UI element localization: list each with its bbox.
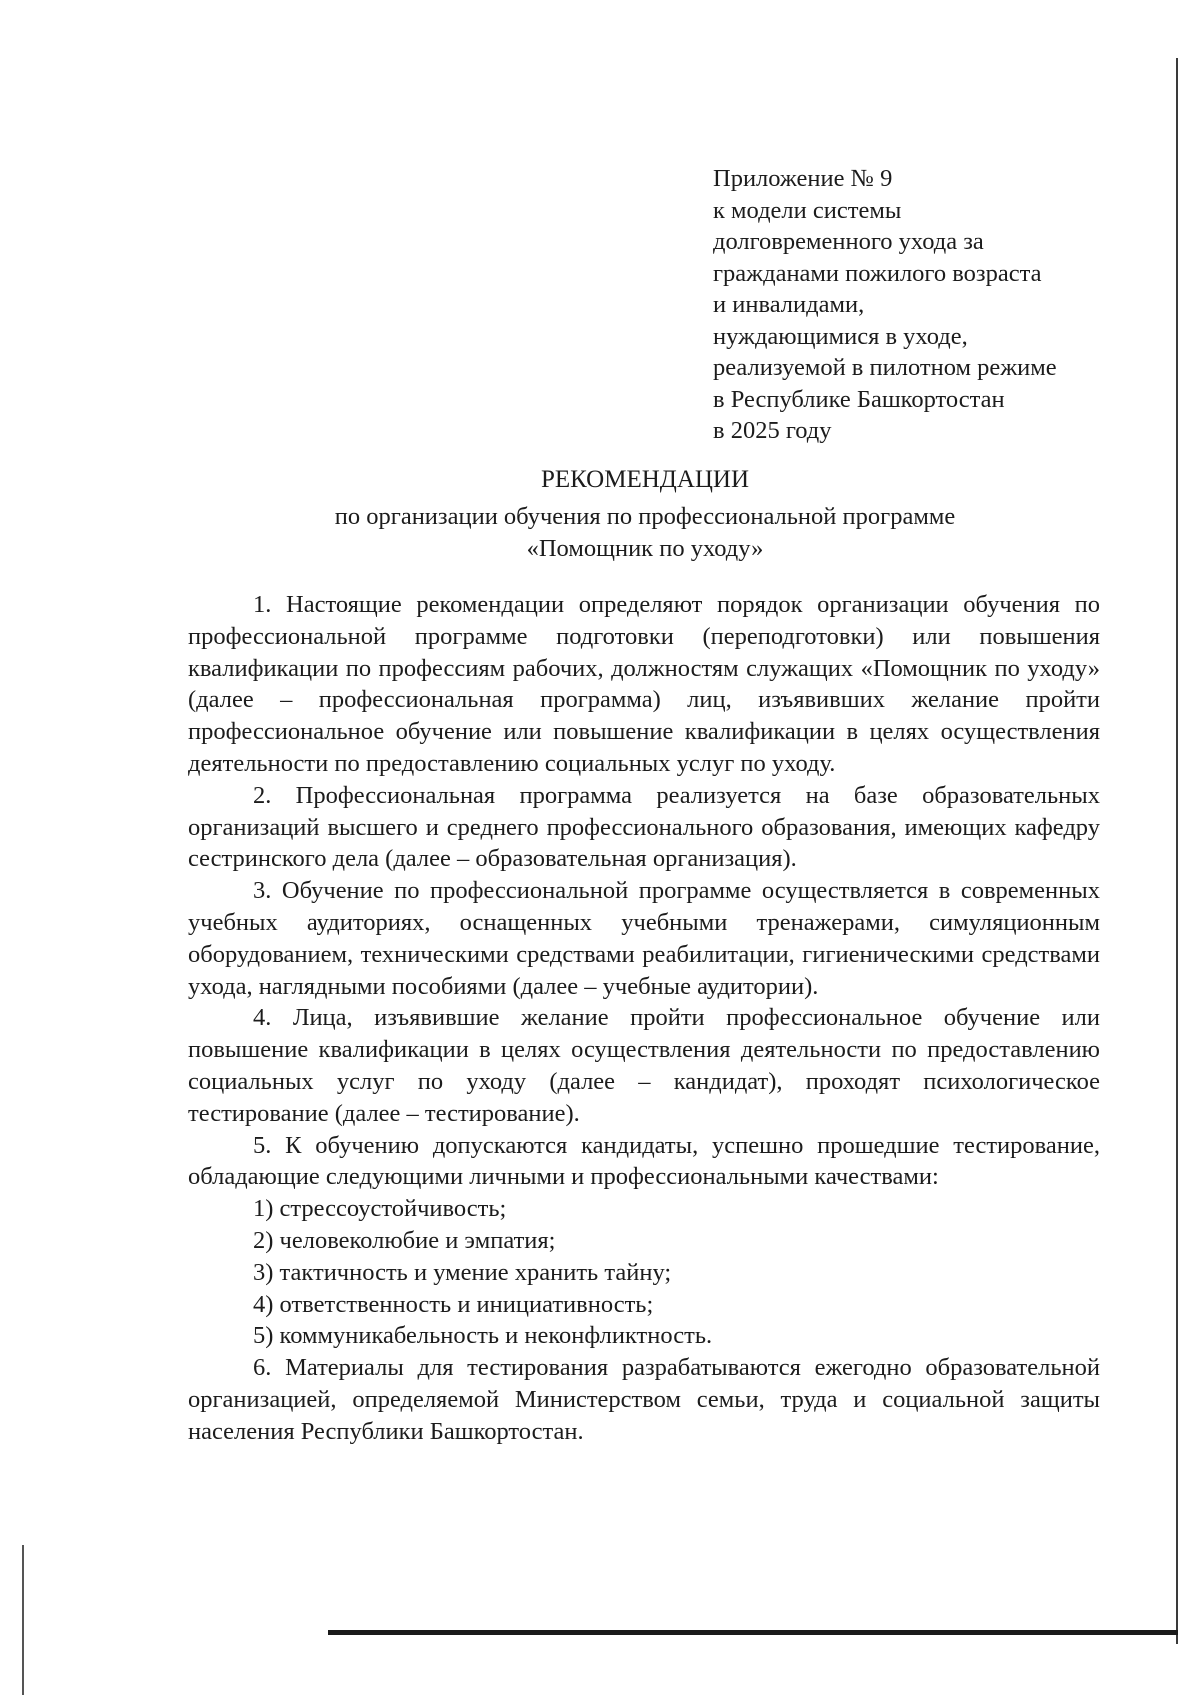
- list-item: 2) человеколюбие и эмпатия;: [253, 1226, 556, 1254]
- list-item: 3) тактичность и умение хранить тайну;: [253, 1258, 672, 1286]
- paragraph-1: 1. Настоящие рекомендации определяют порядок организации обучения по профессиональной программе подготовки (переподготовки) или повышения квалификации по профессиям рабочих, должностям служащих «Помощник по уходу» (далее – профессиональная программа) лиц, изъявивших желание пройти профессиональное обучение или повышение квалификации в целях осуществления деятельности по предоставлению социальных услуг по уходу.: [188, 591, 1100, 777]
- appendix-line: и инвалидами,: [713, 291, 865, 318]
- appendix-line: в Республике Башкортостан: [713, 385, 1005, 413]
- scan-edge-right: [1176, 58, 1178, 1644]
- appendix-line: реализуемой в пилотном режиме: [713, 354, 1057, 381]
- document-subtitle: [0, 501, 1200, 565]
- paragraph-4: 4. Лица, изъявившие желание пройти профессиональное обучение или повышение квалификации в целях осуществления деятельности по предоставлению социальных услуг по уходу (далее – кандидат), проходят психологическое тестирование (далее – тестирование).: [188, 1004, 1100, 1127]
- paragraph-6: 6. Материалы для тестирования разрабатываются ежегодно образовательной организацией, определяемой Министерством семьи, труда и социальной защиты населения Республики Башкортостан.: [188, 1354, 1100, 1445]
- appendix-line: долговременного ухода за: [713, 228, 984, 255]
- document-body: [188, 589, 1100, 1448]
- appendix-line: нуждающимися в уходе,: [713, 322, 968, 350]
- subtitle-line: «Помощник по уходу»: [526, 535, 764, 562]
- appendix-line: Приложение № 9: [713, 165, 893, 192]
- paragraph-2: 2. Профессиональная программа реализуется на базе образовательных организаций высшего и среднего профессионального образования, имеющих кафедру сестринского дела (далее – образовательная организация).: [188, 781, 1100, 873]
- list-item: 4) ответственность и инициативность;: [253, 1290, 654, 1318]
- paragraph-5: 5. К обучению допускаются кандидаты, успешно прошедшие тестирование, обладающие следующими личными и профессиональными качествами:: [188, 1131, 1100, 1191]
- subtitle-line: по организации обучения по профессиональной программе: [334, 503, 956, 530]
- list-item: 1) стрессоустойчивость;: [253, 1195, 507, 1223]
- scan-edge-bottom: [328, 1630, 1178, 1635]
- scan-edge-left: [22, 1545, 24, 1695]
- paragraph-3: 3. Обучение по профессиональной программе осуществляется в современных учебных аудиториях, оснащенных учебными тренажерами, симуляционным оборудованием, техническими средствами реабилитации, гигиеническими средствами ухода, наглядными пособиями (далее – учебные аудитории).: [188, 877, 1100, 1000]
- appendix-line: в 2025 году: [713, 417, 832, 444]
- appendix-block: [713, 163, 1153, 447]
- document-title: РЕКОМЕНДАЦИИ: [540, 466, 750, 493]
- appendix-line: к модели системы: [713, 196, 902, 224]
- appendix-line: гражданами пожилого возраста: [713, 259, 1042, 287]
- list-item: 5) коммуникабельность и неконфликтность.: [253, 1322, 713, 1350]
